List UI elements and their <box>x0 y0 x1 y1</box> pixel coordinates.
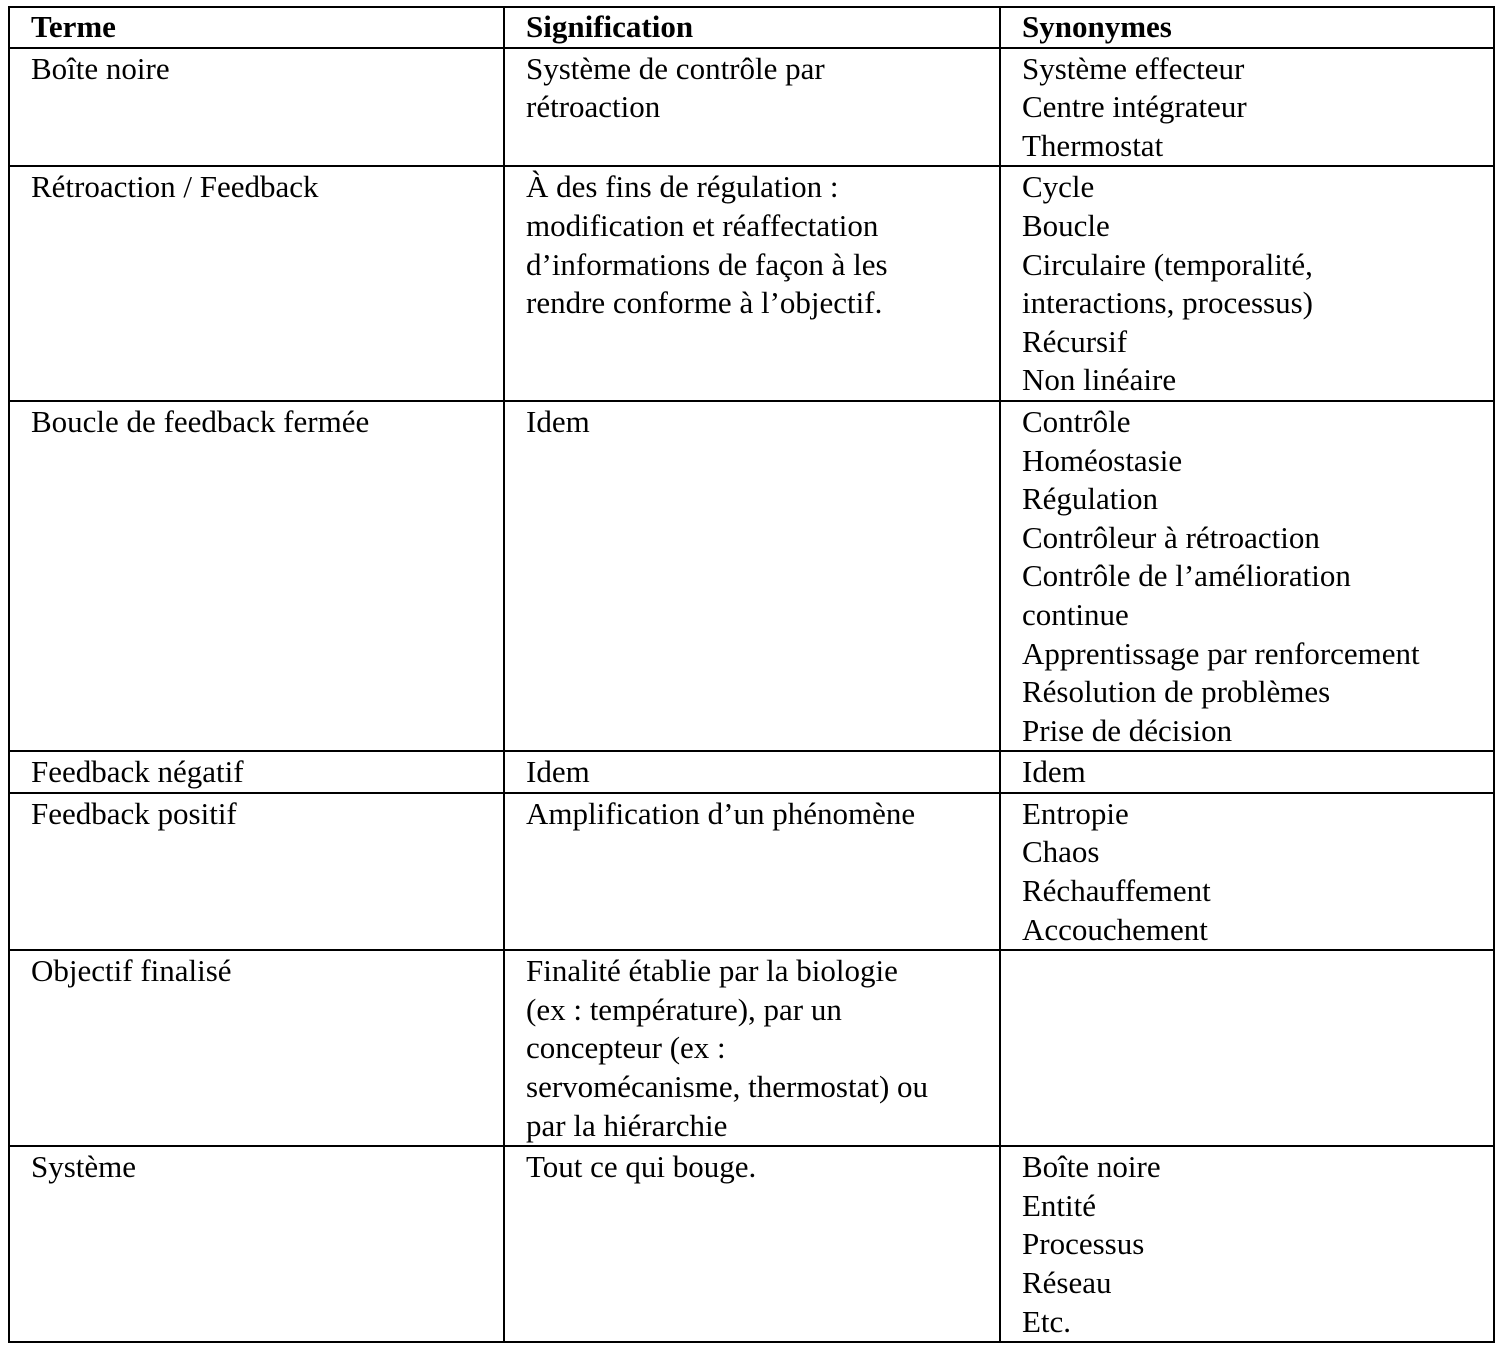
meaning-cell <box>504 166 1000 401</box>
synonym-line: Cycle <box>1022 169 1095 205</box>
synonym-line: Système effecteur <box>1022 50 1245 86</box>
table-row <box>9 48 1494 167</box>
header-synonyms: Synonymes <box>1000 7 1494 48</box>
header-row <box>9 7 1494 48</box>
synonym-line: Régulation <box>1022 481 1159 517</box>
term-cell <box>9 401 504 751</box>
synonyms-cell <box>1000 1146 1494 1342</box>
synonym-line: Processus <box>1022 1226 1145 1262</box>
synonyms-cell <box>1000 751 1494 793</box>
meaning-line: d’informations de façon à les <box>526 246 888 282</box>
table-row <box>9 751 1494 793</box>
term-text: Objectif finalisé <box>31 953 232 989</box>
term-text: Boucle de feedback fermée <box>31 403 370 439</box>
meaning-cell <box>504 48 1000 167</box>
synonyms-cell <box>1000 48 1494 167</box>
synonym-line: Réseau <box>1022 1265 1112 1300</box>
meaning-line: rétroaction <box>526 89 661 125</box>
table-row <box>9 166 1494 401</box>
term-text: Système <box>31 1149 137 1185</box>
synonym-line: Thermostat <box>1022 127 1164 163</box>
table-row <box>9 793 1494 950</box>
table-row <box>9 950 1494 1146</box>
synonym-line: Contrôle <box>1022 403 1131 439</box>
synonym-line: Chaos <box>1022 834 1100 870</box>
synonym-line: Récursif <box>1022 323 1128 359</box>
term-text: Feedback négatif <box>31 754 244 790</box>
synonym-line: Accouchement <box>1022 911 1208 947</box>
meaning-cell <box>504 751 1000 793</box>
meaning-line: Amplification d’un phénomène <box>526 795 916 831</box>
synonym-line: Réchauffement <box>1022 873 1211 909</box>
table-row <box>9 401 1494 751</box>
meaning-line: Tout ce qui bouge. <box>526 1149 757 1185</box>
meaning-line: rendre conforme à l’objectif. <box>526 285 883 321</box>
term-cell <box>9 166 504 401</box>
meaning-line: Finalité établie par la biologie <box>526 953 898 989</box>
term-cell <box>9 950 504 1146</box>
synonym-line: Idem <box>1022 754 1086 790</box>
meaning-line: Idem <box>526 754 590 790</box>
table-row <box>9 1146 1494 1342</box>
meaning-line: Système de contrôle par <box>526 50 825 86</box>
synonym-line: Homéostasie <box>1022 442 1183 478</box>
synonym-line: Résolution de problèmes <box>1022 674 1331 710</box>
synonym-line: Prise de décision <box>1022 712 1233 748</box>
synonyms-cell <box>1000 950 1494 1146</box>
meaning-line: Idem <box>526 403 590 439</box>
term-text: Boîte noire <box>31 50 170 86</box>
synonym-line: Circulaire (temporalité, <box>1022 246 1313 282</box>
term-cell <box>9 751 504 793</box>
synonym-line: Boîte noire <box>1022 1149 1161 1185</box>
synonym-line: Apprentissage par renforcement <box>1022 635 1420 671</box>
synonyms-cell <box>1000 793 1494 950</box>
synonym-line: continue <box>1022 596 1129 632</box>
synonym-line: Boucle <box>1022 207 1110 243</box>
synonym-line: Etc. <box>1022 1303 1072 1339</box>
term-cell <box>9 1146 504 1342</box>
synonyms-cell <box>1000 166 1494 401</box>
synonym-line: interactions, processus) <box>1022 285 1313 321</box>
meaning-line: modification et réaffectation <box>526 207 879 243</box>
meaning-cell <box>504 401 1000 751</box>
meaning-line: par la hiérarchie <box>526 1107 728 1143</box>
synonym-line: Entropie <box>1022 795 1129 831</box>
term-cell <box>9 793 504 950</box>
term-text: Rétroaction / Feedback <box>31 169 319 205</box>
meaning-cell <box>504 950 1000 1146</box>
meaning-line: (ex : température), par un <box>526 991 842 1027</box>
term-text: Feedback positif <box>31 795 237 831</box>
header-meaning: Signification <box>504 7 1000 48</box>
meaning-line: concepteur (ex : <box>526 1030 726 1066</box>
meaning-line: servomécanisme, thermostat) ou <box>526 1069 929 1105</box>
synonym-line: Contrôleur à rétroaction <box>1022 519 1320 555</box>
meaning-cell <box>504 1146 1000 1342</box>
term-cell <box>9 48 504 167</box>
synonym-line: Entité <box>1022 1187 1097 1223</box>
synonym-line: Non linéaire <box>1022 362 1177 398</box>
meaning-line: À des fins de régulation : <box>526 169 839 205</box>
table-body <box>9 48 1494 1343</box>
meaning-cell <box>504 793 1000 950</box>
header-term: Terme <box>9 7 504 48</box>
glossary-table <box>8 6 1495 1343</box>
synonym-line: Contrôle de l’amélioration <box>1022 558 1351 594</box>
synonym-line: Centre intégrateur <box>1022 89 1247 125</box>
synonyms-cell <box>1000 401 1494 751</box>
